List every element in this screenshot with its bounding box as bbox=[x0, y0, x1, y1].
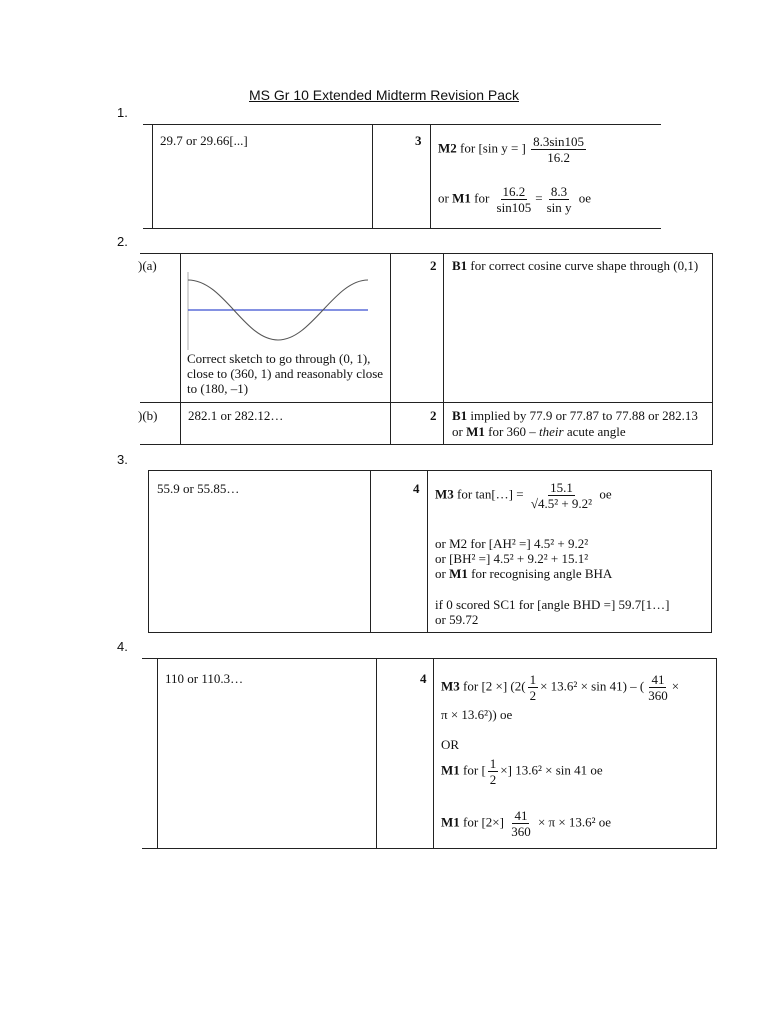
q3-line-3: or [BH² =] 4.5² + 9.2² + 15.1² bbox=[435, 551, 589, 566]
q4-m1b-line: M1 for [2×] $\frac{41}{360}$ × π × 13.6² oe bbox=[441, 808, 612, 839]
q2b-marks: 2 bbox=[430, 408, 437, 423]
q2a-caption: Correct sketch to go through (0, 1), close to (360, 1) and reasonably close to (180, –1) bbox=[187, 351, 384, 396]
q2b-answer: 282.1 or 282.12… bbox=[188, 408, 284, 423]
question-number-2: 2. bbox=[117, 234, 128, 249]
q1-marks: 3 bbox=[415, 133, 422, 148]
q3-line-6: or 59.72 bbox=[435, 612, 479, 627]
q4-marks: 4 bbox=[420, 671, 427, 686]
question-number-3: 3. bbox=[117, 452, 128, 467]
q2b-label: )(b) bbox=[138, 408, 158, 423]
q3-line-4: or M1 for recognising angle BHA bbox=[435, 566, 613, 581]
q2a-label: )(a) bbox=[138, 258, 157, 273]
cosine-sketch bbox=[184, 272, 374, 352]
page-title: MS Gr 10 Extended Midterm Revision Pack bbox=[249, 87, 519, 103]
q3-line-5: if 0 scored SC1 for [angle BHD =] 59.7[1…] bbox=[435, 597, 670, 612]
q4-answer: 110 or 110.3… bbox=[165, 671, 244, 686]
question-number-4: 4. bbox=[117, 639, 128, 654]
q4-m3-line: M3 for [2 ×] (2( $\frac{1}{2}$ × 13.6² × sin 41) – ( $\frac{41}{360}$ × bbox=[441, 672, 680, 703]
q4-m1a-line: M1 for [ $\frac{1}{2}$ ×] 13.6² × sin 41 oe bbox=[441, 756, 603, 787]
q2b-scheme-2: or M1 for 360 – their acute angle bbox=[452, 424, 626, 439]
q2a-marks: 2 bbox=[430, 258, 437, 273]
q4-m3-line-2: π × 13.6²)) oe bbox=[441, 707, 513, 722]
q2a-scheme: B1 for correct cosine curve shape through (0,1) bbox=[452, 258, 699, 273]
q2b-scheme-1: B1 implied by 77.9 or 77.87 to 77.88 or 282.13 bbox=[452, 408, 698, 423]
q3-answer: 55.9 or 55.85… bbox=[157, 481, 240, 496]
q3-m3-line: M3 for tan[…] = $\frac{15.1}{\text{√4.5² + 9.2²}}$ oe bbox=[435, 480, 612, 511]
q1-answer: 29.7 or 29.66[...] bbox=[160, 133, 248, 148]
q3-line-2: or M2 for [AH² =] 4.5² + 9.2² bbox=[435, 536, 589, 551]
q4-or: OR bbox=[441, 737, 460, 752]
q1-m2-line: M2 for [sin y = ] $\frac{8.3\sin 105}{16.2}$ bbox=[438, 134, 585, 165]
q3-marks: 4 bbox=[413, 481, 420, 496]
q1-m1-line: or M1 for $\frac{16.2}{\sin 105}$ = $\frac{8.3}{\text{sin y}}$ oe bbox=[438, 184, 592, 215]
question-number-1: 1. bbox=[117, 105, 128, 120]
